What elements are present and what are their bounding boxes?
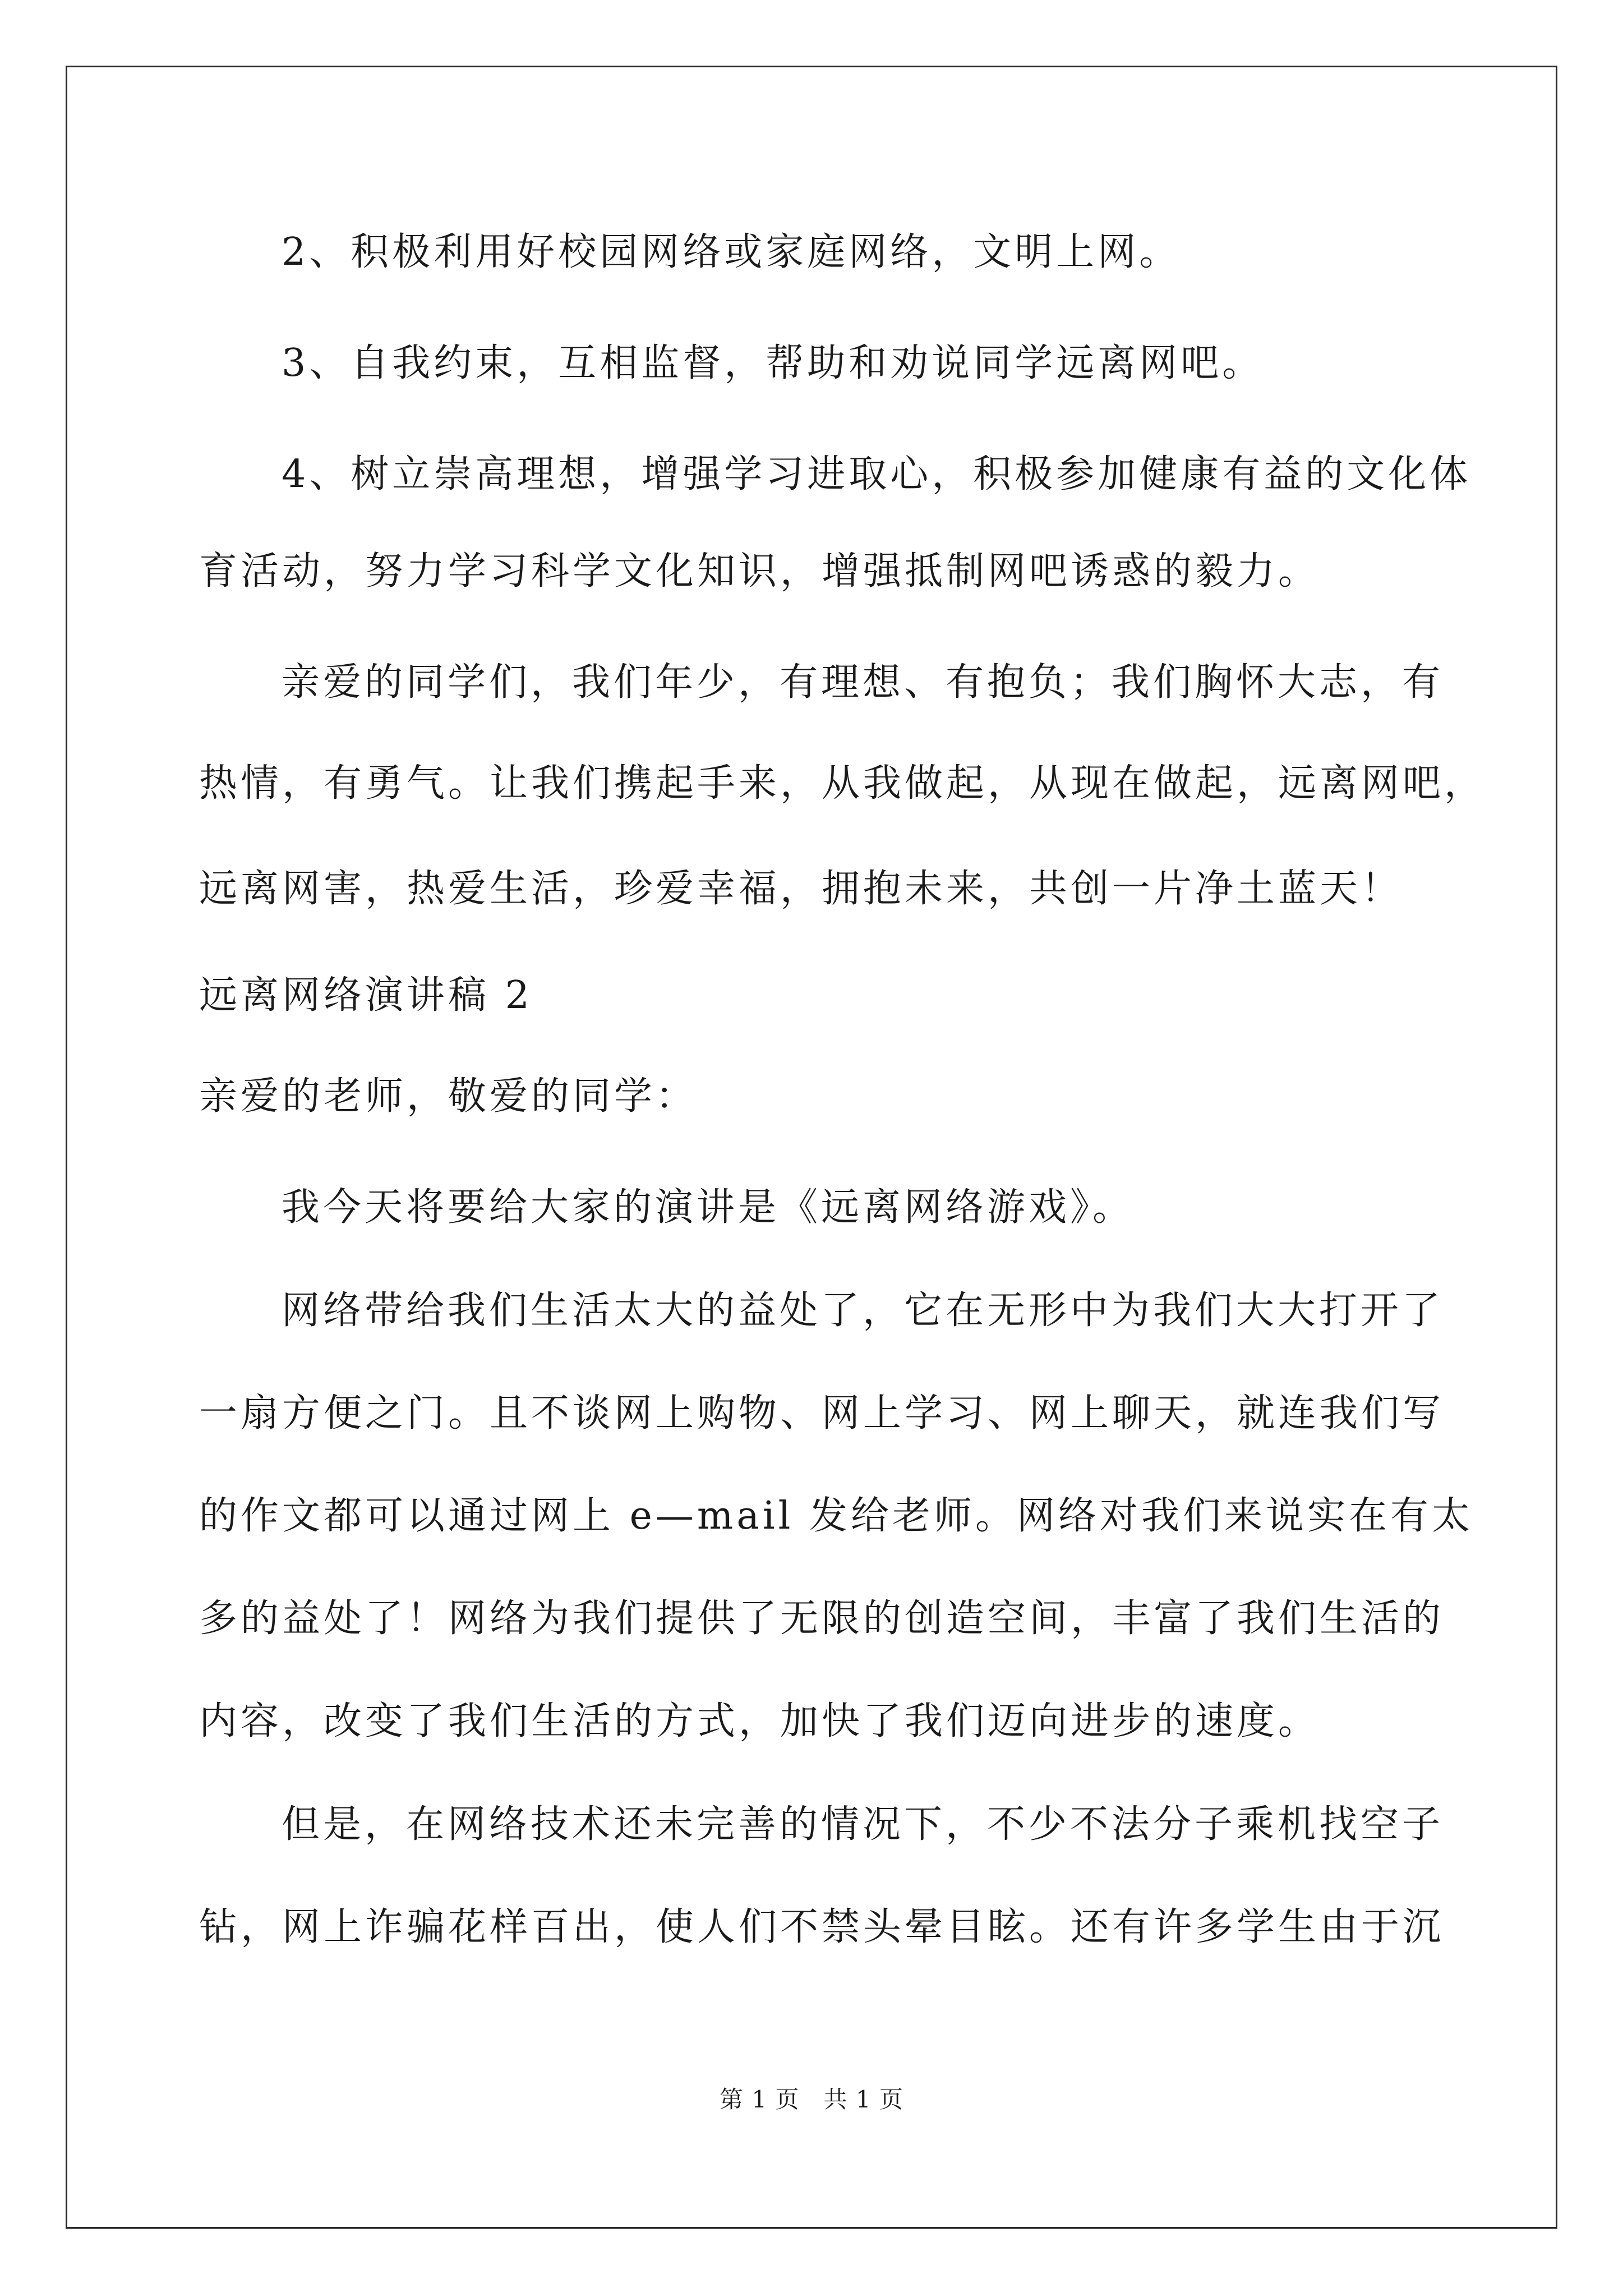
paragraph-line: 2、积极利用好校园网络或家庭网络，文明上网。 [282, 230, 1181, 274]
paragraph-line: 的作文都可以通过网上 e—mail 发给老师。网络对我们来说实在有太 [199, 1494, 1473, 1538]
paragraph-line: 多的益处了！网络为我们提供了无限的创造空间，丰富了我们生活的 [199, 1596, 1445, 1641]
page-number-footer: 第 1 页 共 1 页 [720, 2086, 903, 2113]
salutation-line: 亲爱的老师，敬爱的同学： [199, 1074, 698, 1119]
paragraph-line: 网络带给我们生活太大的益处了，它在无形中为我们大大打开了 [282, 1289, 1444, 1333]
paragraph-line: 远离网害，热爱生活，珍爱幸福，拥抱未来，共创一片净土蓝天！ [199, 867, 1403, 911]
paragraph-line: 内容，改变了我们生活的方式，加快了我们迈向进步的速度。 [199, 1699, 1320, 1743]
paragraph-line: 我今天将要给大家的演讲是《远离网络游戏》。 [282, 1185, 1135, 1230]
paragraph-line: 育活动，努力学习科学文化知识，增强抵制网吧诱惑的毅力。 [199, 549, 1320, 593]
section-heading: 远离网络演讲稿 2 [199, 973, 533, 1018]
paragraph-line: 一扇方便之门。且不谈网上购物、网上学习、网上聊天，就连我们写 [199, 1391, 1445, 1435]
paragraph-line: 热情，有勇气。让我们携起手来，从我做起，从现在做起，远离网吧， [199, 761, 1486, 806]
paragraph-line: 钻，网上诈骗花样百出，使人们不禁头晕目眩。还有许多学生由于沉 [199, 1905, 1445, 1949]
paragraph-line: 3、自我约束，互相监督，帮助和劝说同学远离网吧。 [282, 341, 1264, 385]
paragraph-line: 但是，在网络技术还未完善的情况下，不少不法分子乘机找空子 [282, 1802, 1444, 1847]
paragraph-line: 亲爱的同学们，我们年少，有理想、有抱负；我们胸怀大志，有 [282, 660, 1444, 705]
paragraph-line: 4、树立崇高理想，增强学习进取心，积极参加健康有益的文化体 [282, 452, 1472, 496]
